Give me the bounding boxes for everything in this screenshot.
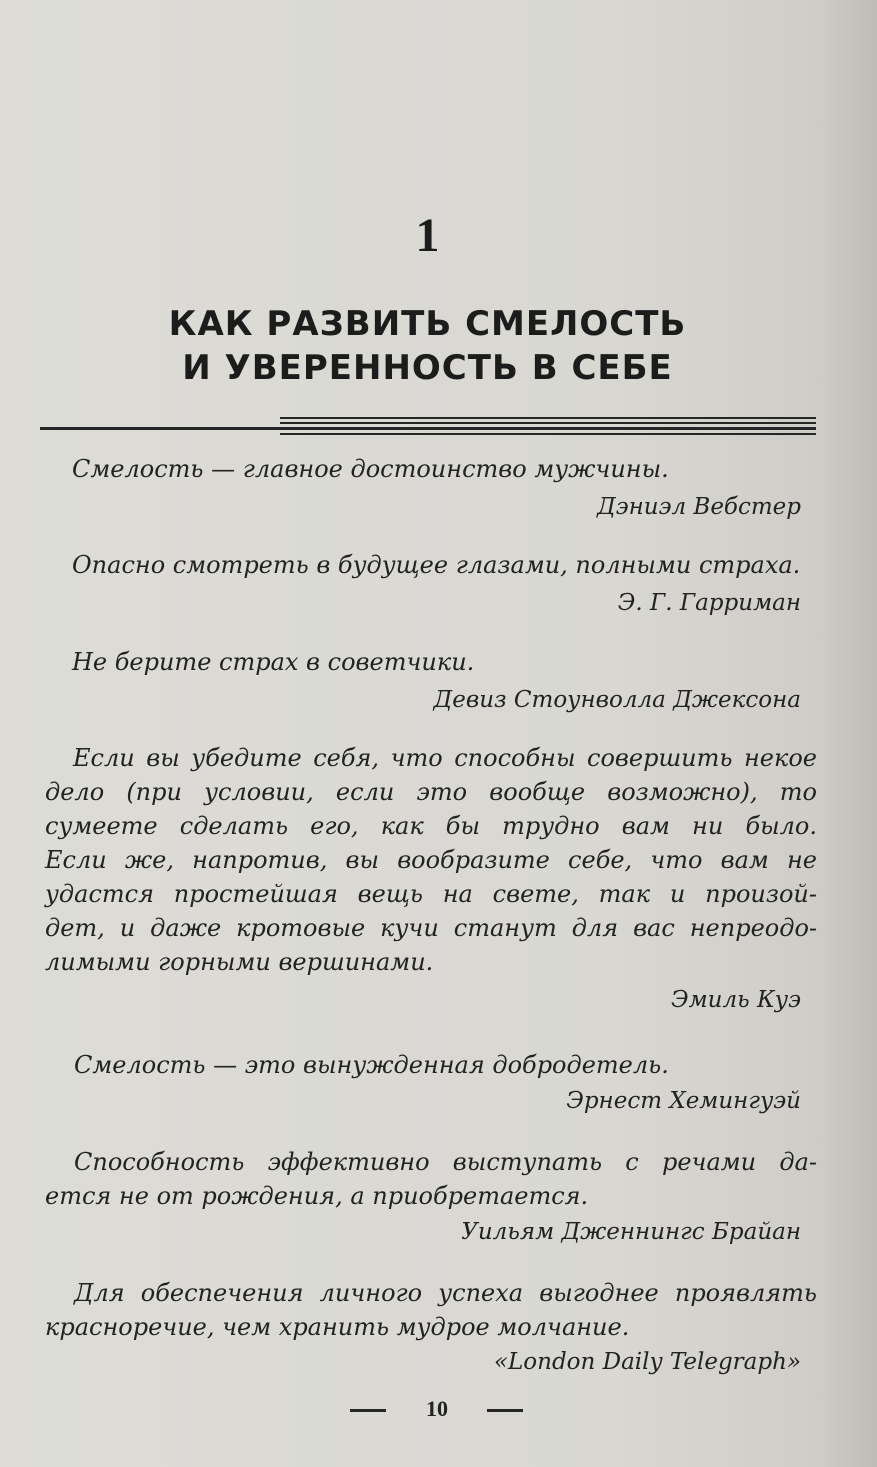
quote-line: Для обеспечения личного успеха выгоднее проявлять — [74, 1279, 817, 1307]
epigraph-author: Э. Г. Гарриман — [617, 590, 801, 616]
chapter-title — [0, 302, 855, 390]
epigraph-author: Уильям Дженнингс Брайан — [461, 1219, 801, 1245]
epigraph-quote — [45, 1145, 817, 1213]
chapter-title-line: КАК РАЗВИТЬ СМЕЛОСТЬ — [168, 304, 687, 344]
epigraph-quote — [72, 548, 800, 582]
epigraph-author: Эрнест Хемингуэй — [566, 1088, 801, 1114]
epigraph-author: «London Daily Telegraph» — [493, 1349, 801, 1375]
quote-line: сумеете сделать его, как бы трудно вам ни было. — [45, 812, 817, 840]
quote-line: Опасно смотреть в будущее глазами, полными страха. — [72, 551, 801, 579]
decorative-rule — [280, 422, 816, 424]
quote-line: Если вы убедите себя, что способны совершить некое — [73, 744, 817, 772]
epigraph-quote — [45, 1276, 817, 1344]
footer-dash — [350, 1409, 386, 1412]
decorative-rule — [280, 433, 816, 435]
quote-line: Способность эффективно выступать с речами да- — [74, 1148, 817, 1176]
quote-line: лимыми горными вершинами. — [45, 948, 434, 976]
chapter-title-line: И УВЕРЕННОСТЬ В СЕБЕ — [182, 348, 673, 388]
quote-line: дело (при условии, если это вообще возможно), то — [45, 778, 817, 806]
decorative-rule — [280, 417, 816, 419]
epigraph-quote — [72, 645, 474, 679]
quote-line: красноречие, чем хранить мудрое молчание. — [45, 1313, 630, 1341]
page-number: 10 — [426, 1396, 448, 1421]
epigraph-author: Дэниэл Вебстер — [597, 494, 801, 520]
epigraph-author: Девиз Стоунволла Джексона — [433, 687, 801, 713]
chapter-number: 1 — [415, 209, 440, 262]
epigraph-quote — [74, 1048, 669, 1082]
quote-line: дет, и даже кротовые кучи станут для вас непреодо- — [45, 914, 817, 942]
footer-dash — [487, 1409, 523, 1412]
quote-line: Смелость — главное достоинство мужчины. — [72, 455, 669, 483]
quote-line: удастся простейшая вещь на свете, так и произой- — [45, 880, 817, 908]
epigraph-quote — [45, 741, 817, 979]
epigraph-author: Эмиль Куэ — [671, 987, 801, 1013]
epigraph-quote — [72, 452, 669, 486]
quote-line: Не берите страх в советчики. — [72, 648, 475, 676]
quote-line: ется не от рождения, а приобретается. — [45, 1182, 589, 1210]
quote-line: Если же, напротив, вы вообразите себе, что вам не — [45, 846, 817, 874]
decorative-rule — [40, 427, 816, 430]
quote-line: Смелость — это вынужденная добродетель. — [74, 1051, 669, 1079]
page-footer — [0, 1394, 877, 1424]
